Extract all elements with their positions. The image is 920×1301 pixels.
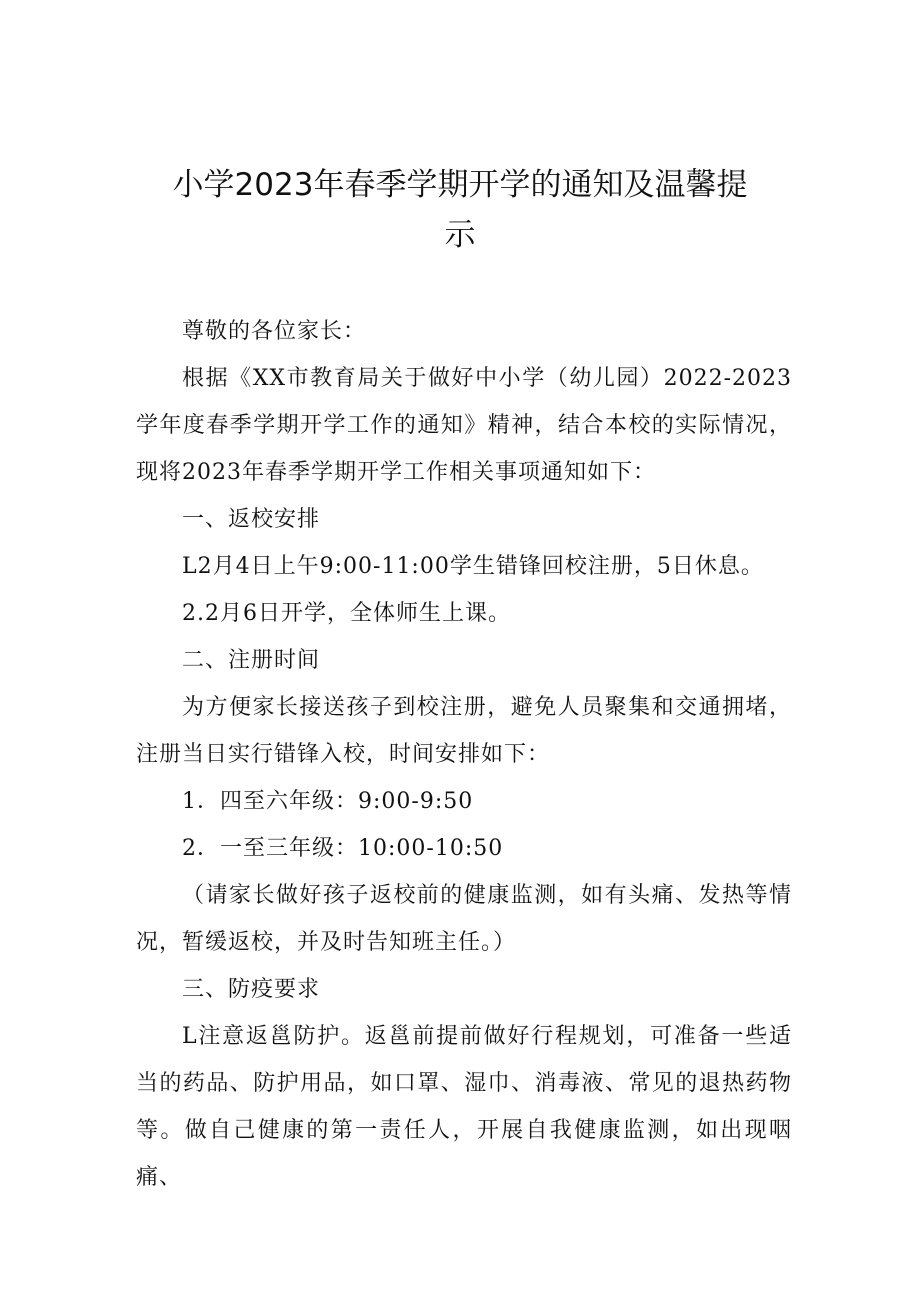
section-heading-return: 一、返校安排 (182, 507, 321, 532)
return-item-2: 2.2月6日开学，全体师生上课。 (182, 601, 511, 626)
registration-item-2: 2．一至三年级：10:00-10:50 (182, 836, 504, 861)
title-line-1: 小学2023年春季学期开学的通知及温馨提 (172, 167, 748, 203)
section-heading-registration: 二、注册时间 (182, 648, 321, 673)
registration-item-1: 1．四至六年级：9:00-9:50 (182, 789, 474, 814)
salutation: 尊敬的各位家长： (182, 319, 367, 344)
title-line-2: 示 (444, 217, 476, 253)
intro-paragraph: 根据《XX市教育局关于做好中小学（幼儿园）2022-2023学年度春季学期开学工作的通知》精神，结合本校的实际情况，现将2023年春季学期开学工作相关事项通知如下： (136, 366, 792, 485)
registration-intro: 为方便家长接送孩子到校注册，避免人员聚集和交通拥堵，注册当日实行错锋入校，时间安排如下： (136, 695, 792, 767)
document-body (136, 308, 792, 1201)
document-title (120, 160, 800, 260)
section-heading-prevention: 三、防疫要求 (182, 977, 321, 1002)
registration-note: （请家长做好孩子返校前的健康监测，如有头痛、发热等情况，暂缓返校，并及时告知班主任。） (136, 883, 792, 955)
return-item-1: L2月4日上午9:00-11:00学生错锋回校注册，5日休息。 (182, 554, 764, 579)
prevention-item-1: L注意返邕防护。返邕前提前做好行程规划，可准备一些适当的药品、防护用品，如口罩、湿巾、消毒液、常见的退热药物等。做自己健康的第一责任人，开展自我健康监测，如出现咽痛、 (136, 1024, 792, 1190)
